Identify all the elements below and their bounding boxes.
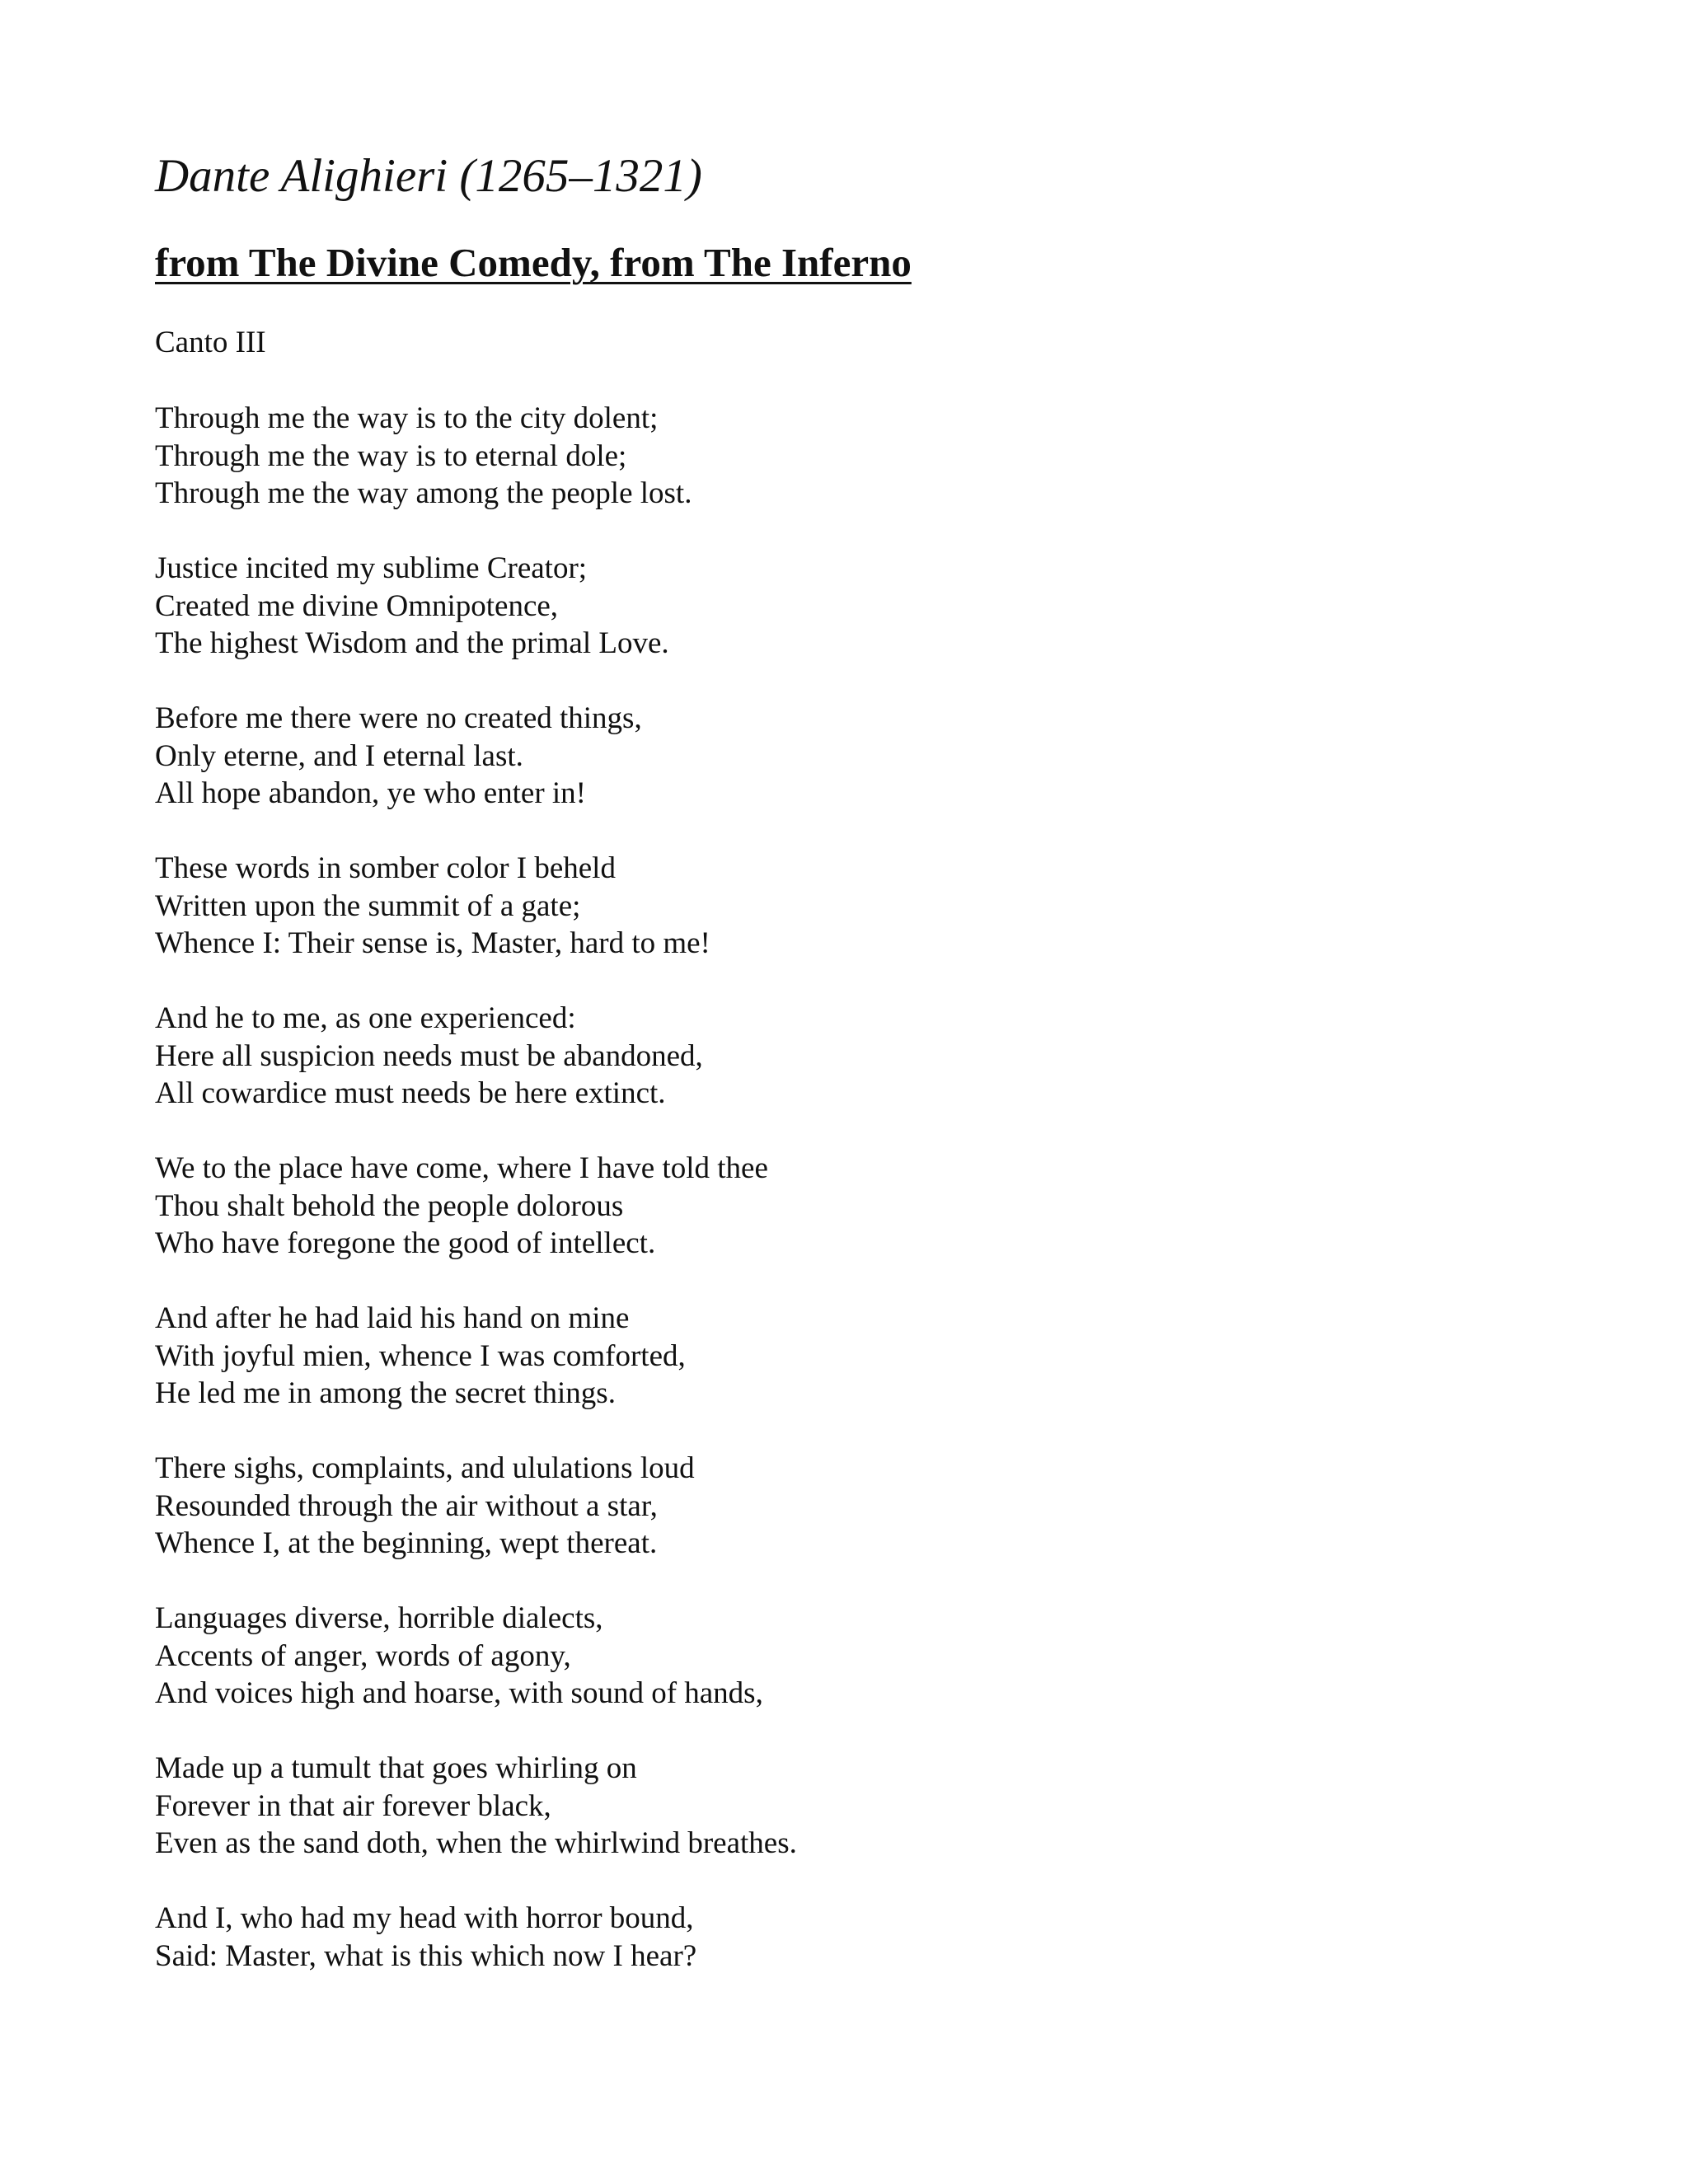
verse-line: Through me the way among the people lost. — [155, 476, 692, 511]
document-page — [155, 148, 1556, 2013]
verse-line: We to the place have come, where I have told thee — [155, 1151, 768, 1186]
stanza — [155, 550, 1556, 663]
verse-line: And I, who had my head with horror bound, — [155, 1901, 694, 1936]
verse-line: Before me there were no created things, — [155, 701, 642, 736]
stanza — [155, 1750, 1556, 1863]
verse-line: Whence I: Their sense is, Master, hard to me! — [155, 926, 710, 961]
verse-line: Languages diverse, horrible dialects, — [155, 1601, 603, 1636]
stanza — [155, 700, 1556, 813]
verse-line: Here all suspicion needs must be abandoned, — [155, 1038, 703, 1073]
verse-line: Resounded through the air without a star, — [155, 1488, 658, 1523]
verse-line: And he to me, as one experienced: — [155, 1001, 576, 1036]
verse-line: Thou shalt behold the people dolorous — [155, 1188, 624, 1223]
author-heading: Dante Alighieri (1265–1321) — [155, 150, 702, 202]
stanza — [155, 1000, 1556, 1113]
verse-line: The highest Wisdom and the primal Love. — [155, 626, 669, 661]
canto-label: Canto III — [155, 326, 266, 360]
verse-line: Written upon the summit of a gate; — [155, 888, 581, 923]
verse-line: And voices high and hoarse, with sound of hands, — [155, 1676, 763, 1711]
verse-line: Said: Master, what is this which now I hear? — [155, 1938, 697, 1973]
stanza — [155, 1900, 1556, 1975]
stanza — [155, 850, 1556, 963]
verse-line: Created me divine Omnipotence, — [155, 588, 559, 623]
verse-line: All cowardice must needs be here extinct. — [155, 1076, 666, 1111]
verse-line: Justice incited my sublime Creator; — [155, 551, 588, 586]
stanza — [155, 1300, 1556, 1413]
stanza — [155, 400, 1556, 513]
verse-line: Even as the sand doth, when the whirlwind breathes. — [155, 1826, 797, 1861]
verse-line: With joyful mien, whence I was comforted, — [155, 1338, 686, 1373]
verse-line: Only eterne, and I eternal last. — [155, 738, 523, 773]
verse-line: He led me in among the secret things. — [155, 1376, 616, 1411]
verse-line: Through me the way is to eternal dole; — [155, 438, 627, 473]
verse-line: Who have foregone the good of intellect. — [155, 1226, 656, 1261]
work-title: from The Divine Comedy, from The Inferno — [155, 240, 912, 286]
verse-line: And after he had laid his hand on mine — [155, 1301, 630, 1336]
verse-line: Whence I, at the beginning, wept thereat. — [155, 1526, 658, 1561]
verse-line: Made up a tumult that goes whirling on — [155, 1751, 637, 1786]
stanza — [155, 1150, 1556, 1263]
stanza — [155, 1600, 1556, 1713]
verse-line: Forever in that air forever black, — [155, 1788, 551, 1823]
verse-line: All hope abandon, ye who enter in! — [155, 776, 586, 811]
stanza — [155, 1450, 1556, 1563]
verse-line: Accents of anger, words of agony, — [155, 1638, 571, 1673]
verse-line: Through me the way is to the city dolent; — [155, 401, 659, 436]
verse-line: These words in somber color I beheld — [155, 851, 616, 886]
verse-line: There sighs, complaints, and ululations loud — [155, 1451, 695, 1486]
